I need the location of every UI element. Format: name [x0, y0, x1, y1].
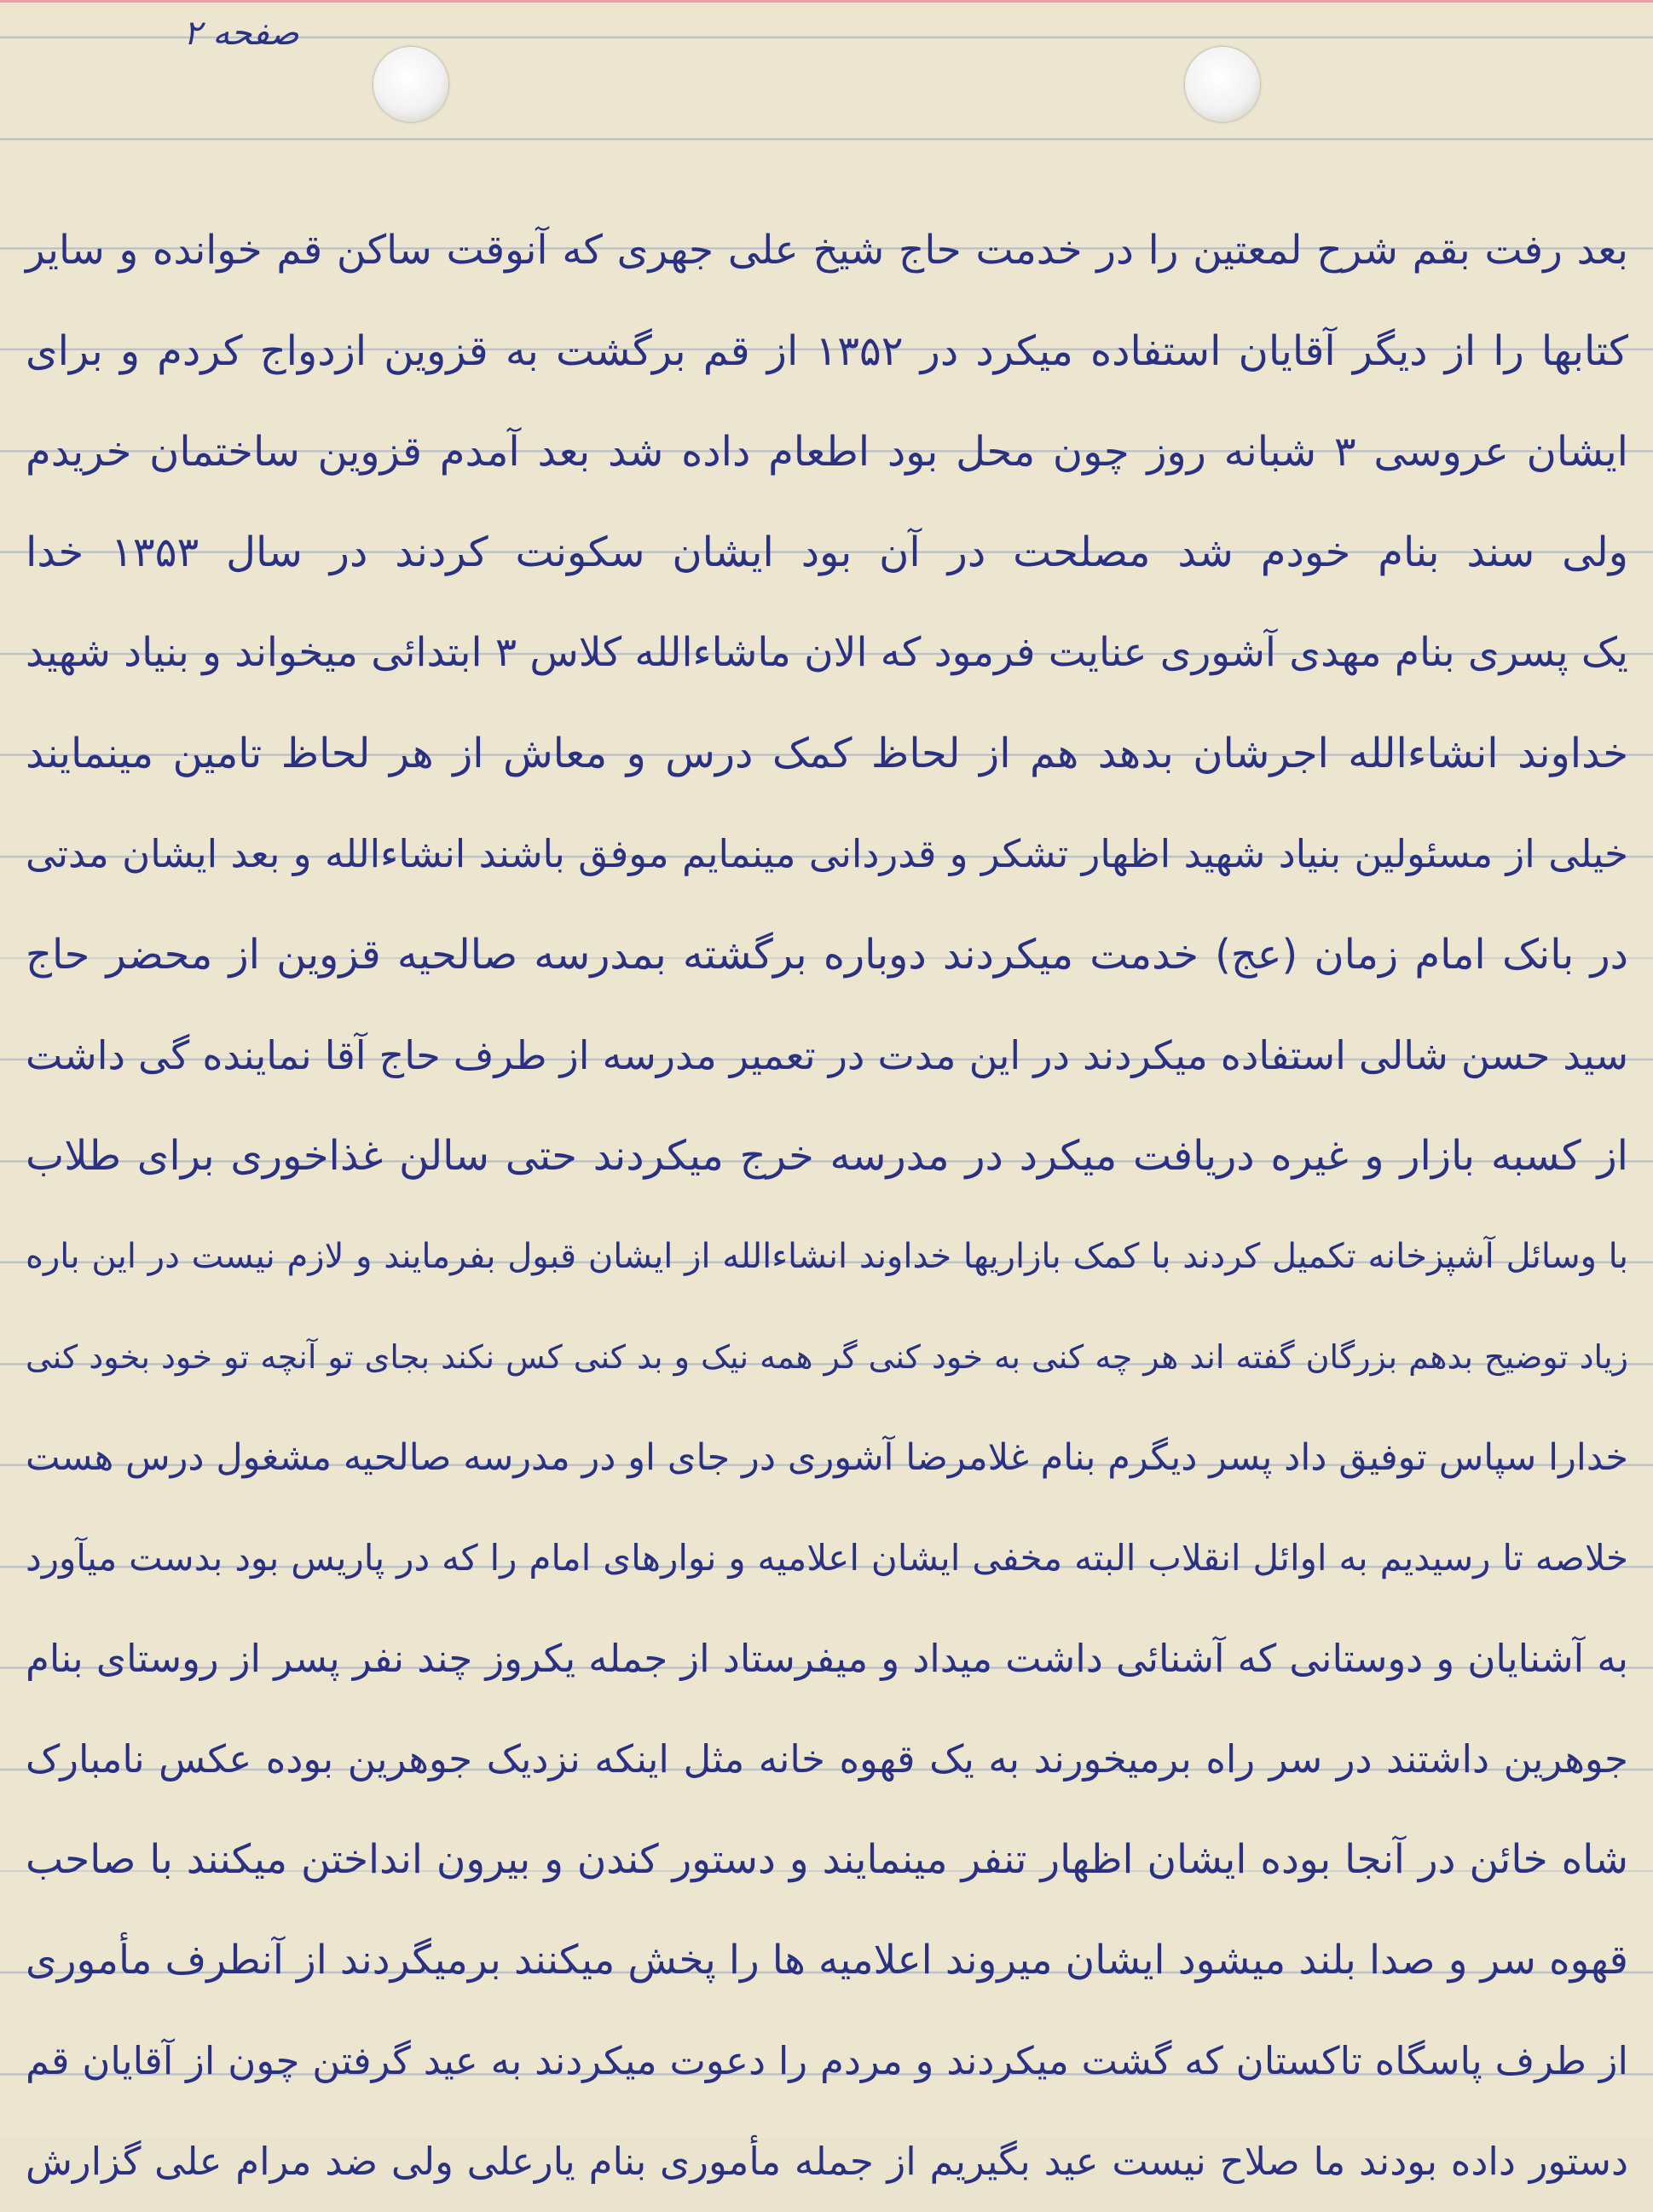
text-line: در بانک امام زمان (عج) خدمت میکردند دوباره برگشته بمدرسه صالحیه قزوین از محضر حاج — [26, 931, 1628, 979]
text-line: خیلی از مسئولین بنیاد شهید اظهار تشکر و قدردانی مینمایم موفق باشند انشاءالله و بعد ایشان مدتی — [26, 831, 1628, 876]
text-line: سید حسن شالی استفاده میکردند در این مدت در تعمیر مدرسه از طرف حاج آقا نماینده گی داشت — [26, 1032, 1628, 1078]
text-line: کتابها را از دیگر آقایان استفاده میکرد در ۱۳۵۲ از قم برگشت به قزوین ازدواج کردم و برای — [26, 327, 1628, 375]
text-line: به آشنایان و دوستانی که آشنائی داشت میداد و میفرستاد از جمله یکروز چند نفر پسر از روستای بنام — [26, 1636, 1628, 1681]
text-line: ایشان عروسی ۳ شبانه روز چون محل بود اطعام داده شد بعد آمدم قزوین ساختمان خریدم — [26, 428, 1629, 476]
text-line: خدارا سپاس توفیق داد پسر دیگرم بنام غلامرضا آشوری در جای او در مدرسه صالحیه مشغول درس هست — [26, 1436, 1628, 1479]
text-line: قهوه سر و صدا بلند میشود ایشان میروند اعلامیه ها را پخش میکنند برمیگردند از آنطرف مأموری — [26, 1937, 1628, 1984]
text-line: از کسبه بازار و غیره دریافت میکرد در مدرسه خرج میکردند حتی سالن غذاخوری برای طلاب — [26, 1132, 1628, 1180]
text-line: شاه خائن در آنجا بوده ایشان اظهار تنفر مینمایند و دستور کندن و بیرون انداختن میکنند با صاحب — [26, 1836, 1628, 1883]
punch-hole-right-icon — [1185, 47, 1260, 122]
page-label: صفحه ۲ — [183, 14, 299, 53]
text-line: ولی سند بنام خودم شد مصلحت در آن بود ایشان سکونت کردند در سال ۱۳۵۳ خدا — [26, 528, 1628, 576]
text-line: با وسائل آشپزخانه تکمیل کردند با کمک بازاریها خداوند انشاءالله از ایشان قبول بفرمایند و لازم نیست در این باره — [26, 1237, 1628, 1276]
text-line: یک پسری بنام مهدی آشوری عنایت فرمود که الان ماشاءالله کلاس ۳ ابتدائی میخواند و بنیاد شهید — [26, 629, 1628, 676]
text-line: خلاصه تا رسیدیم به اوائل انقلاب البته مخفی ایشان اعلامیه و نوارهای امام را که در پاریس بود بدست میآورد — [26, 1537, 1628, 1579]
text-line: دستور داده بودند ما صلاح نیست عید بگیریم از جمله مأموری بنام یارعلی ولی ضد مرام علی گزارش — [26, 2139, 1628, 2184]
text-line: بعد رفت بقم شرح لمعتین را در خدمت حاج شیخ علی جهری که آنوقت ساکن قم خوانده و سایر — [26, 227, 1628, 274]
text-line: جوهرین داشتند در سر راه برمیخورند به یک قهوه خانه مثل اینکه نزدیک جوهرین بوده عکس نامبارک — [26, 1736, 1628, 1782]
punch-hole-left-icon — [373, 47, 448, 122]
text-line: زیاد توضیح بدهم بزرگان گفته اند هر چه کنی به خود کنی گر همه نیک و بد کنی کس نکند بجای تو آنچه تو خود بخود کنی — [26, 1338, 1628, 1376]
handwritten-body — [26, 200, 1628, 2212]
margin-rule — [0, 0, 1653, 3]
text-line: از طرف پاسگاه تاکستان که گشت میکردند و مردم را دعوت میکردند به عید گرفتن چون از آقایان قم — [26, 2038, 1628, 2083]
text-line: خداوند انشاءالله اجرشان بدهد هم از لحاظ کمک درس و معاش از هر لحاظ تامین مینمایند — [26, 730, 1628, 777]
